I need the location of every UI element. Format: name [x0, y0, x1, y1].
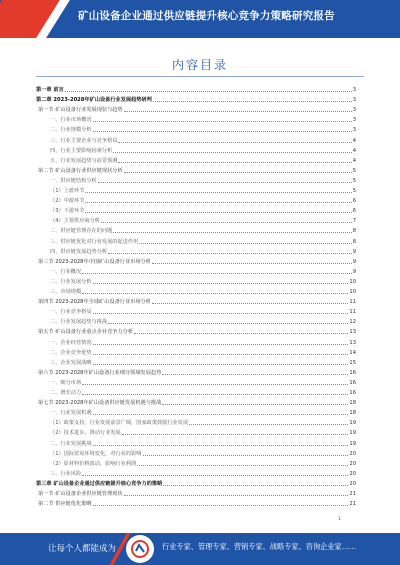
- toc-entry-text: 第二节 供应链优化策略: [38, 501, 92, 508]
- toc-entry-page: 16: [349, 390, 356, 396]
- toc-entry-page: 16: [349, 379, 356, 386]
- toc-entry-text: （3）下游环节: [50, 208, 85, 215]
- toc-entry-page: 3: [352, 117, 356, 124]
- toc-entry-page: 3: [352, 97, 356, 104]
- toc-leader-dots: [108, 323, 348, 324]
- toc-leader-dots: [82, 475, 348, 476]
- toc-leader-dots: [162, 404, 348, 405]
- toc-entry[interactable]: [50, 410, 356, 417]
- toc-entry-page: 14: [349, 349, 356, 356]
- toc-leader-dots: [137, 465, 348, 466]
- toc-leader-dots: [153, 101, 352, 102]
- toc-entry-text: 第一节 矿山设备企业供应链管理现状: [38, 491, 123, 497]
- toc-entry-page: 18: [349, 400, 356, 407]
- toc-entry-page: 8: [352, 238, 356, 245]
- toc-entry[interactable]: [38, 168, 356, 175]
- toc-entry[interactable]: [50, 117, 356, 124]
- toc-entry-text: 一、供应链结构分析: [50, 177, 97, 184]
- toc-leader-dots: [152, 263, 352, 264]
- toc-leader-dots: [108, 253, 352, 254]
- report-title: 矿山设备企业通过供应链提升核心竞争力策略研究报告: [78, 10, 335, 22]
- toc-entry-text: 二、增长动力: [50, 390, 82, 396]
- toc-entry[interactable]: [38, 107, 356, 114]
- toc-entry-text: 三、市场规模: [50, 289, 82, 295]
- toc-entry-text: 五、行业发展趋势与前景预测: [50, 157, 118, 164]
- toc-entry-page: 20: [349, 460, 356, 467]
- toc-entry[interactable]: [50, 350, 356, 357]
- toc-entry[interactable]: [38, 501, 356, 508]
- toc-entry-text: 第一节 矿山设备行业发展现状与趋势: [38, 107, 123, 114]
- toc-entry[interactable]: [50, 430, 356, 437]
- toc-entry-text: 三、行业风险: [50, 470, 82, 477]
- toc-entry-page: 7: [352, 218, 356, 225]
- toc-divider: [36, 76, 364, 77]
- footer-logo: [126, 535, 154, 563]
- toc-entry-page: 21: [349, 491, 356, 497]
- toc-leader-dots: [93, 313, 349, 314]
- toc-leader-dots: [134, 333, 348, 334]
- toc-leader-dots: [118, 162, 351, 163]
- toc-entry-page: 12: [349, 319, 356, 326]
- toc-entry-page: 21: [349, 501, 356, 508]
- toc-entry-text: 一、企业经营情况: [50, 339, 92, 346]
- toc-entry[interactable]: [50, 188, 356, 195]
- toc-entry-page: 4: [352, 137, 356, 144]
- toc-entry-text: 一、细分市场: [50, 379, 82, 386]
- toc-entry-page: 16: [349, 369, 356, 376]
- toc-entry-text: 第一章 前言: [36, 87, 64, 93]
- toc-entry-text: 第七节 2023-2028年矿山设备供应链发展机遇与挑战: [38, 400, 162, 407]
- toc-entry-text: 四、供应链发展趋势分析: [50, 248, 108, 255]
- toc-entry[interactable]: [50, 249, 356, 256]
- toc-entry[interactable]: [38, 299, 356, 306]
- toc-entry-text: 第三节 2023-2028年中国矿山设备行业市场分析: [38, 258, 151, 265]
- toc-entry[interactable]: [50, 319, 356, 326]
- toc-entry-text: （1）政策支持，行业发展前景广阔，国家政策鼓励行业发展: [50, 420, 189, 427]
- toc-entry-page: 15: [349, 359, 356, 366]
- page-footer: [0, 533, 400, 565]
- toc-entry[interactable]: [50, 309, 356, 316]
- toc-leader-dots: [85, 212, 351, 213]
- toc-entry[interactable]: [50, 158, 356, 165]
- toc-leader-dots: [82, 384, 348, 385]
- toc-entry[interactable]: [50, 178, 356, 185]
- toc-leader-dots: [82, 293, 348, 294]
- toc-entry[interactable]: [50, 279, 356, 286]
- toc-leader-dots: [82, 394, 348, 395]
- toc-entry[interactable]: [50, 471, 356, 478]
- toc-entry[interactable]: [36, 481, 356, 488]
- toc-entry-page: 19: [349, 430, 356, 437]
- toc-leader-dots: [139, 243, 351, 244]
- toc-leader-dots: [93, 414, 349, 415]
- toc-entry[interactable]: [50, 127, 356, 134]
- toc-entry-page: 13: [349, 339, 356, 346]
- page-number: 1: [338, 516, 342, 522]
- toc-leader-dots: [93, 344, 349, 345]
- toc-entry[interactable]: [50, 148, 356, 155]
- toc-entry-text: 一、行业发展机遇: [50, 410, 92, 417]
- toc-leader-dots: [143, 455, 349, 456]
- toc-entry-text: 一、行业竞争格局: [50, 309, 92, 316]
- toc-entry[interactable]: [50, 198, 356, 205]
- toc-leader-dots: [85, 202, 351, 203]
- toc-entry[interactable]: [38, 400, 356, 407]
- toc-entry[interactable]: [50, 461, 356, 468]
- toc-leader-dots: [93, 283, 349, 284]
- toc-entry[interactable]: [50, 441, 356, 448]
- toc-leader-dots: [113, 232, 351, 233]
- toc-entry[interactable]: [50, 269, 356, 276]
- toc-entry[interactable]: [50, 289, 356, 296]
- toc-entry[interactable]: [38, 370, 356, 377]
- toc-entry-page: 3: [352, 87, 356, 93]
- toc-entry-page: 11: [349, 309, 356, 316]
- toc-entry-page: 6: [352, 198, 356, 205]
- toc-leader-dots: [124, 111, 352, 112]
- toc-leader-dots: [93, 121, 352, 122]
- logo-icon: [130, 539, 150, 559]
- toc-entry-page: 3: [352, 127, 356, 134]
- toc-leader-dots: [124, 495, 349, 496]
- toc-entry-page: 10: [349, 278, 356, 285]
- toc-entry-page: 9: [352, 248, 356, 255]
- toc-leader-dots: [152, 303, 348, 304]
- toc-leader-dots: [101, 222, 352, 223]
- toc-entry-text: （4）主要供应商分析: [50, 218, 100, 225]
- toc-leader-dots: [93, 505, 349, 506]
- toc-entry[interactable]: [50, 360, 356, 367]
- toc-entry-page: 13: [349, 329, 356, 336]
- toc-entry-page: 4: [352, 147, 356, 154]
- toc-entry-text: 二、行业发展分析: [50, 278, 92, 285]
- toc-leader-dots: [113, 152, 351, 153]
- page-header: [0, 0, 400, 38]
- toc-entry-page: 18: [349, 410, 356, 417]
- toc-entry-page: 19: [349, 440, 356, 447]
- footer-tagline: 行业专家、管理专家、营销专家、战略专家、咨询企业家……: [162, 542, 357, 551]
- toc-leader-dots: [189, 424, 348, 425]
- toc-entry[interactable]: [50, 228, 356, 235]
- toc-entry-text: 二、行业规模分析: [50, 127, 92, 134]
- table-of-contents: [36, 87, 356, 513]
- toc-entry[interactable]: [50, 390, 356, 397]
- toc-entry-text: 三、供应链优化对行业发展的促进作用: [50, 238, 139, 245]
- toc-entry-page: 3: [352, 107, 356, 114]
- toc-entry[interactable]: [38, 259, 356, 266]
- toc-entry-text: 三、行业主要企业与竞争格局: [50, 137, 118, 144]
- footer-slogan: 让每个人都能成为: [48, 544, 117, 554]
- toc-entry-text: （1）国际贸易环境变化，对行业的影响: [50, 450, 142, 457]
- toc-entry[interactable]: [50, 138, 356, 145]
- toc-entry[interactable]: [50, 380, 356, 387]
- toc-entry-text: 二、供应链管理存在的问题: [50, 228, 113, 235]
- toc-entry[interactable]: [36, 97, 356, 104]
- toc-entry[interactable]: [38, 491, 356, 498]
- toc-entry-text: 第三章 矿山设备企业通过供应链提升核心竞争力的策略: [36, 480, 163, 487]
- toc-entry[interactable]: [50, 340, 356, 347]
- toc-entry-page: 20: [349, 450, 356, 457]
- toc-entry-page: 10: [349, 289, 356, 295]
- toc-entry-text: 第四节 2023-2028年全球矿山设备行业市场分析: [38, 299, 151, 306]
- toc-entry-text: 二、行业发展趋势与挑战: [50, 319, 108, 326]
- toc-entry-text: （2）中游环节: [50, 198, 85, 205]
- toc-heading: 内容目录: [171, 58, 228, 72]
- toc-leader-dots: [93, 364, 349, 365]
- toc-entry-text: （2）技术进步，推动行业发展: [50, 430, 121, 437]
- toc-leader-dots: [65, 91, 352, 92]
- toc-entry-text: （1）上游环节: [50, 188, 85, 194]
- toc-entry-page: 9: [352, 268, 356, 275]
- toc-entry[interactable]: [50, 239, 356, 246]
- toc-leader-dots: [118, 142, 351, 143]
- toc-leader-dots: [85, 192, 351, 193]
- toc-entry-text: 第六节 2023-2028年矿山设备行业细分领域发展趋势: [38, 369, 162, 376]
- toc-leader-dots: [124, 172, 352, 173]
- toc-leader-dots: [82, 273, 352, 274]
- toc-entry-page: 19: [349, 420, 356, 427]
- toc-entry-text: 第二章 2023-2028年矿山设备行业发展趋势研判: [36, 97, 152, 104]
- toc-entry-page: 20: [349, 480, 356, 487]
- toc-entry[interactable]: [50, 420, 356, 427]
- toc-entry-page: 20: [349, 470, 356, 477]
- toc-entry-page: 8: [352, 228, 356, 235]
- toc-entry-page: 11: [349, 299, 356, 306]
- toc-entry-text: 四、行业主要影响因素分析: [50, 147, 113, 154]
- toc-entry-text: 第五节 矿山设备行业重点企业竞争力分析: [38, 329, 134, 336]
- toc-leader-dots: [93, 131, 352, 132]
- toc-leader-dots: [163, 485, 348, 486]
- toc-entry-text: 第二节 矿山设备行业供应链现状分析: [38, 167, 123, 174]
- toc-leader-dots: [162, 374, 348, 375]
- toc-leader-dots: [93, 354, 349, 355]
- toc-entry[interactable]: [36, 87, 356, 94]
- toc-leader-dots: [93, 445, 349, 446]
- toc-entry-page: 6: [352, 208, 356, 215]
- toc-entry[interactable]: [50, 208, 356, 215]
- toc-entry-text: （2）原材料价格波动，影响行业利润: [50, 460, 137, 467]
- toc-entry[interactable]: [50, 451, 356, 458]
- toc-leader-dots: [122, 434, 349, 435]
- toc-entry[interactable]: [38, 329, 356, 336]
- toc-entry-text: 三、企业发展战略: [50, 359, 92, 366]
- toc-entry-page: 9: [352, 258, 356, 265]
- toc-entry-page: 5: [352, 167, 356, 174]
- toc-entry-page: 5: [352, 188, 356, 194]
- toc-entry-text: 一、行业概况: [50, 268, 82, 275]
- toc-entry[interactable]: [50, 218, 356, 225]
- toc-entry-page: 4: [352, 157, 356, 164]
- toc-entry-text: 一、行业市场概况: [50, 117, 92, 124]
- toc-entry-page: 5: [352, 177, 356, 184]
- toc-entry-text: 二、企业竞争优势: [50, 349, 92, 356]
- toc-entry-text: 二、行业发展挑战: [50, 440, 92, 447]
- toc-leader-dots: [98, 182, 352, 183]
